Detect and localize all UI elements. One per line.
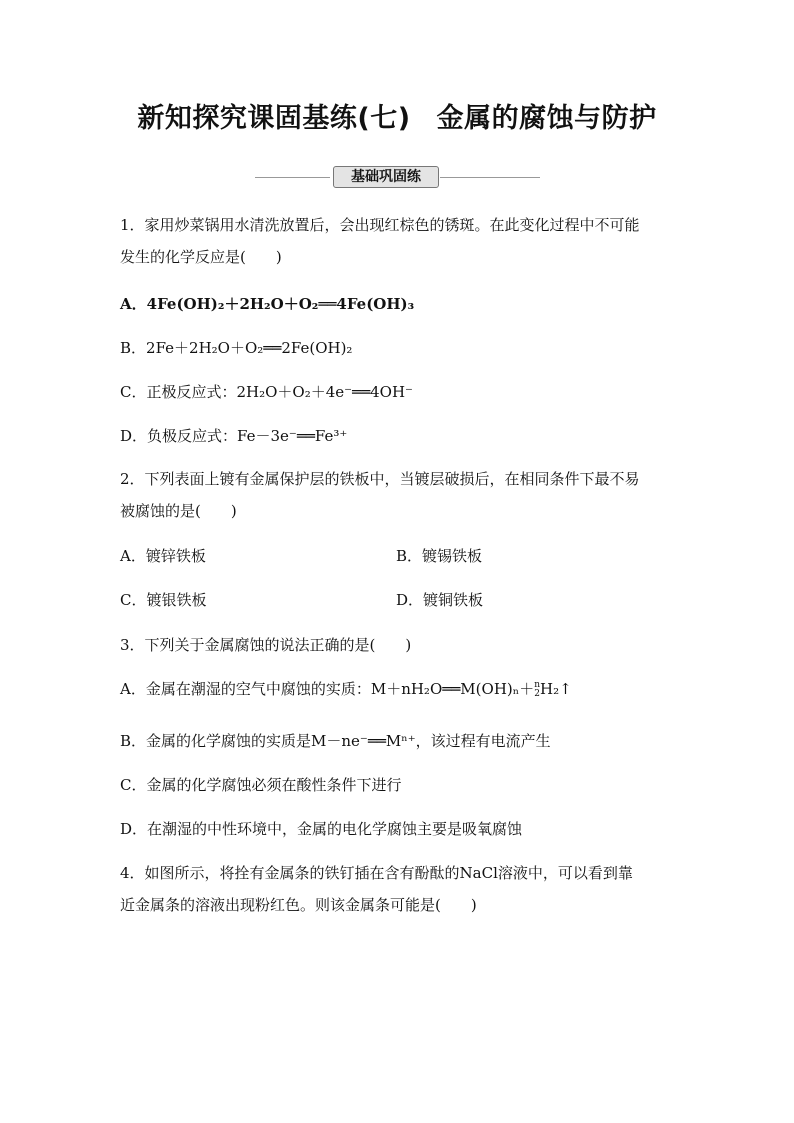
q1-option-b: B．2Fe＋2H₂O＋O₂══2Fe(OH)₂	[120, 339, 353, 357]
section-line-right	[440, 177, 540, 178]
fraction-numerator: n	[534, 680, 541, 690]
section-header	[255, 166, 540, 188]
section-line-left	[255, 177, 330, 178]
q2-option-c: C．镀银铁板	[120, 591, 207, 609]
q1-stem-text: 发生的化学反应是(	[120, 248, 246, 266]
q1-stem-close: )	[275, 248, 282, 266]
title-part1: 新知探究课固基练(七)	[137, 103, 411, 134]
q3-option-b: B．金属的化学腐蚀的实质是M－ne⁻══Mⁿ⁺，该过程有电流产生	[120, 732, 551, 750]
q4-stem-line2	[120, 894, 477, 915]
fraction-denominator: 2	[534, 689, 541, 699]
q2-stem-line2	[120, 500, 237, 521]
section-badge: 基础巩固练	[333, 166, 439, 188]
q3-stem	[120, 634, 411, 655]
q3-stem-text: 3．下列关于金属腐蚀的说法正确的是(	[120, 636, 376, 654]
q2-option-b: B．镀锡铁板	[396, 547, 483, 565]
q4-stem-close: )	[470, 896, 477, 914]
q2-option-d: D．镀铜铁板	[396, 591, 484, 609]
q2-stem-line1: 2．下列表面上镀有金属保护层的铁板中，当镀层破损后，在相同条件下最不易	[120, 470, 640, 488]
q3-option-a-suffix: H₂↑	[540, 680, 572, 698]
q4-stem-line1: 4．如图所示，将拴有金属条的铁钉插在含有酚酞的NaCl溶液中，可以看到靠	[120, 864, 633, 882]
q1-stem-line2	[120, 246, 282, 267]
q3-option-a-prefix: A．金属在潮湿的空气中腐蚀的实质：M＋nH₂O══M(OH)ₙ＋	[120, 680, 535, 698]
q3-option-a	[120, 678, 572, 699]
q1-option-c: C．正极反应式：2H₂O＋O₂＋4e⁻══4OH⁻	[120, 383, 413, 401]
q4-stem-text: 近金属条的溶液出现粉红色。则该金属条可能是(	[120, 896, 441, 914]
q1-stem-line1: 1．家用炒菜锅用水清洗放置后，会出现红棕色的锈斑。在此变化过程中不可能	[120, 216, 640, 234]
q3-option-c: C．金属的化学腐蚀必须在酸性条件下进行	[120, 776, 402, 794]
q2-stem-close: )	[230, 502, 237, 520]
q2-stem-text: 被腐蚀的是(	[120, 502, 201, 520]
q3-option-d: D．在潮湿的中性环境中，金属的电化学腐蚀主要是吸氧腐蚀	[120, 820, 523, 838]
q3-stem-close: )	[405, 636, 412, 654]
q1-option-a: A．4Fe(OH)₂＋2H₂O＋O₂══4Fe(OH)₃	[120, 295, 415, 313]
title-part2: 金属的腐蚀与防护	[436, 103, 657, 134]
q2-option-a: A．镀锌铁板	[120, 547, 206, 565]
page-title	[0, 96, 794, 135]
q1-option-d: D．负极反应式：Fe－3e⁻══Fe³⁺	[120, 427, 348, 445]
